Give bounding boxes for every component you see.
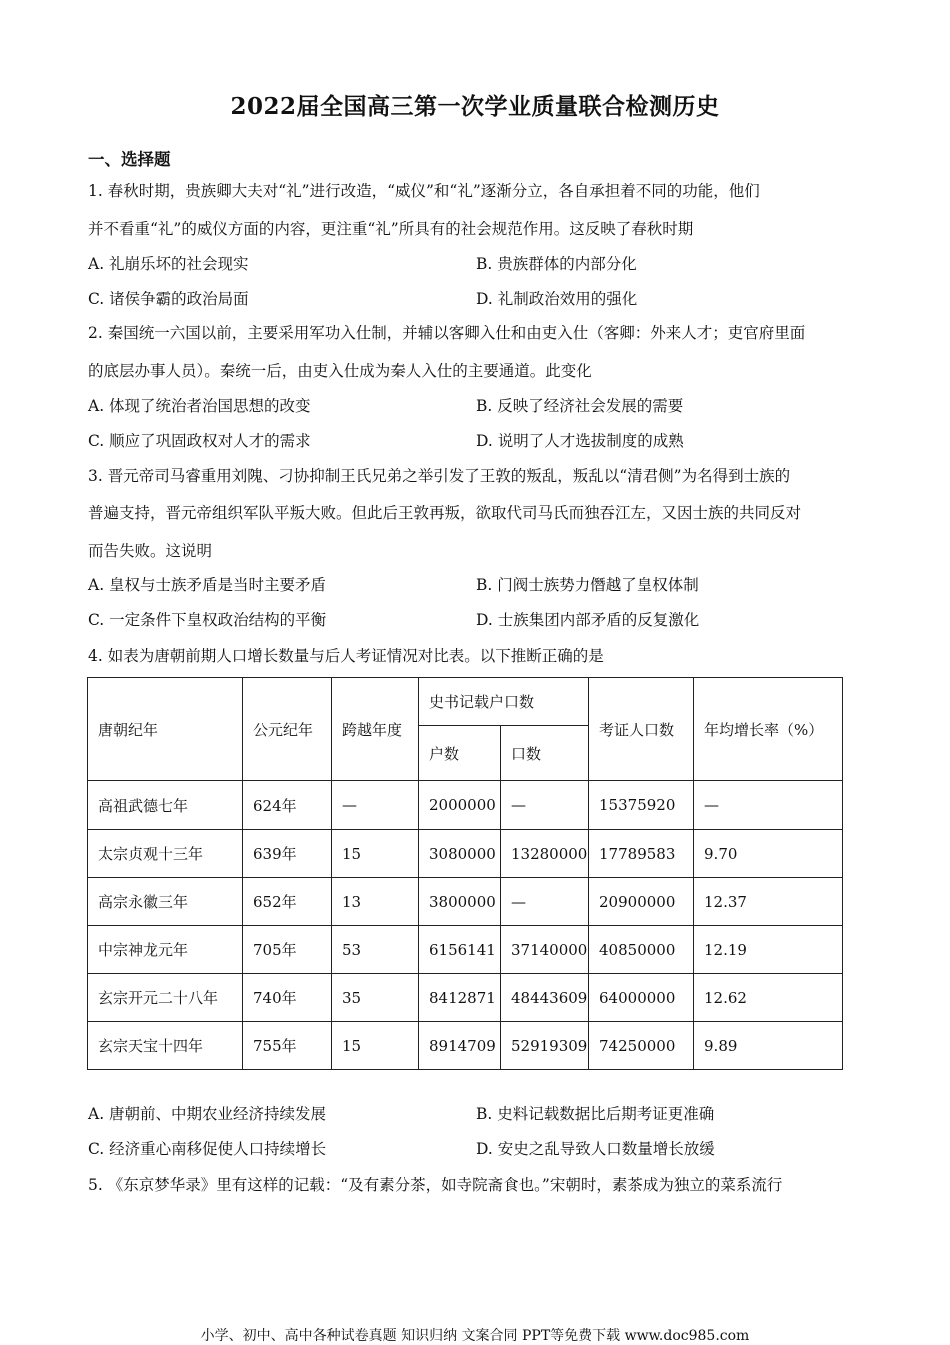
header-records: 史书记载户口数 bbox=[419, 678, 589, 726]
question-4-option-d: D. 安史之乱导致人口数量增长放缓 bbox=[476, 1140, 715, 1158]
header-persons: 口数 bbox=[501, 726, 589, 781]
table-cell: 755年 bbox=[243, 1022, 332, 1070]
header-rate: 年均增长率（%） bbox=[694, 678, 843, 781]
question-3-option-b: B. 门阀士族势力僭越了皇权体制 bbox=[476, 576, 699, 594]
question-5-line-1: 5. 《东京梦华录》里有这样的记载：“及有素分茶，如寺院斋食也。”宋朝时，素茶成为独立的菜系流行 bbox=[88, 1176, 783, 1194]
table-cell: 17789583 bbox=[589, 830, 694, 878]
question-3-line-1: 3. 晋元帝司马睿重用刘隗、刁协抑制王氏兄弟之举引发了王敦的叛乱，叛乱以“清君侧”为名得到士族的 bbox=[88, 467, 791, 485]
question-2-option-c: C. 顺应了巩固政权对人才的需求 bbox=[88, 432, 311, 450]
question-2-option-b: B. 反映了经济社会发展的需要 bbox=[476, 397, 684, 415]
table-row bbox=[88, 781, 843, 830]
table-cell: 652年 bbox=[243, 878, 332, 926]
question-2-line-1: 2. 秦国统一六国以前，主要采用军功入仕制，并辅以客卿入仕和由吏入仕（客卿：外来人才；吏官府里面 bbox=[88, 324, 806, 342]
table-header-row bbox=[88, 678, 843, 726]
table-cell: 740年 bbox=[243, 974, 332, 1022]
question-1-option-b: B. 贵族群体的内部分化 bbox=[476, 255, 637, 273]
table-cell: 48443609 bbox=[501, 974, 589, 1022]
table-cell: 9.89 bbox=[694, 1022, 843, 1070]
page-title: 2022届全国高三第一次学业质量联合检测历史 bbox=[230, 93, 720, 120]
table-cell: 37140000 bbox=[501, 926, 589, 974]
question-3-line-3: 而告失败。这说明 bbox=[88, 542, 213, 560]
question-4-line-1: 4. 如表为唐朝前期人口增长数量与后人考证情况对比表。以下推断正确的是 bbox=[88, 647, 604, 665]
table-cell: — bbox=[332, 781, 419, 830]
table-cell: 13280000 bbox=[501, 830, 589, 878]
question-2-option-a: A. 体现了统治者治国思想的改变 bbox=[88, 397, 311, 415]
question-1-line-2: 并不看重“礼”的威仪方面的内容，更注重“礼”所具有的社会规范作用。这反映了春秋时期 bbox=[88, 220, 694, 238]
table-row bbox=[88, 830, 843, 878]
table-cell: 20900000 bbox=[589, 878, 694, 926]
question-3-line-2: 普遍支持，晋元帝组织军队平叛大败。但此后王敦再叛，欲取代司马氏而独吞江左，又因士族的共同反对 bbox=[88, 504, 802, 522]
table-cell: 8914709 bbox=[419, 1022, 501, 1070]
table-cell: 15 bbox=[332, 1022, 419, 1070]
table-cell: 74250000 bbox=[589, 1022, 694, 1070]
table-row bbox=[88, 878, 843, 926]
table-row bbox=[88, 974, 843, 1022]
table-cell: 639年 bbox=[243, 830, 332, 878]
question-1-line-1: 1. 春秋时期，贵族卿大夫对“礼”进行改造，“威仪”和“礼”逐渐分立，各自承担着不同的功能，他们 bbox=[88, 182, 760, 200]
table-cell: 64000000 bbox=[589, 974, 694, 1022]
table-cell: 12.37 bbox=[694, 878, 843, 926]
table-cell: 玄宗天宝十四年 bbox=[88, 1022, 243, 1070]
table-cell: 玄宗开元二十八年 bbox=[88, 974, 243, 1022]
table-cell: 13 bbox=[332, 878, 419, 926]
question-1-option-a: A. 礼崩乐坏的社会现实 bbox=[88, 255, 249, 273]
table-cell: 中宗神龙元年 bbox=[88, 926, 243, 974]
table-cell: 52919309 bbox=[501, 1022, 589, 1070]
table-cell: 高宗永徽三年 bbox=[88, 878, 243, 926]
table-cell: 624年 bbox=[243, 781, 332, 830]
page-footer: 小学、初中、高中各种试卷真题 知识归纳 文案合同 PPT等免费下载 www.doc985.com bbox=[200, 1328, 750, 1344]
header-verified: 考证人口数 bbox=[589, 678, 694, 781]
table-cell: 35 bbox=[332, 974, 419, 1022]
table-cell: 40850000 bbox=[589, 926, 694, 974]
table-row bbox=[88, 926, 843, 974]
question-3-option-c: C. 一定条件下皇权政治结构的平衡 bbox=[88, 611, 327, 629]
question-4-option-a: A. 唐朝前、中期农业经济持续发展 bbox=[88, 1105, 327, 1123]
table-cell: 2000000 bbox=[419, 781, 501, 830]
question-2-line-2: 的底层办事人员）。秦统一后，由吏入仕成为秦人入仕的主要通道。此变化 bbox=[88, 362, 592, 380]
table-cell: 6156141 bbox=[419, 926, 501, 974]
header-span: 跨越年度 bbox=[332, 678, 419, 781]
header-households: 户数 bbox=[419, 726, 501, 781]
table-cell: 705年 bbox=[243, 926, 332, 974]
table-cell: 15 bbox=[332, 830, 419, 878]
table-row bbox=[88, 1022, 843, 1070]
table-cell: 太宗贞观十三年 bbox=[88, 830, 243, 878]
table-cell: 高祖武德七年 bbox=[88, 781, 243, 830]
table-cell: 3800000 bbox=[419, 878, 501, 926]
table-cell: — bbox=[694, 781, 843, 830]
header-era: 唐朝纪年 bbox=[88, 678, 243, 781]
question-1-option-c: C. 诸侯争霸的政治局面 bbox=[88, 290, 249, 308]
header-ad: 公元纪年 bbox=[243, 678, 332, 781]
table-cell: 15375920 bbox=[589, 781, 694, 830]
table-cell: 12.62 bbox=[694, 974, 843, 1022]
table-cell: — bbox=[501, 781, 589, 830]
question-4-option-b: B. 史料记载数据比后期考证更准确 bbox=[476, 1105, 715, 1123]
table-cell: 8412871 bbox=[419, 974, 501, 1022]
population-table bbox=[87, 677, 843, 1070]
table-cell: 53 bbox=[332, 926, 419, 974]
question-1-option-d: D. 礼制政治效用的强化 bbox=[476, 290, 638, 308]
question-3-option-d: D. 士族集团内部矛盾的反复激化 bbox=[476, 611, 700, 629]
question-3-option-a: A. 皇权与士族矛盾是当时主要矛盾 bbox=[88, 576, 327, 594]
table-cell: 3080000 bbox=[419, 830, 501, 878]
table-cell: 12.19 bbox=[694, 926, 843, 974]
question-4-option-c: C. 经济重心南移促使人口持续增长 bbox=[88, 1140, 327, 1158]
section-heading: 一、选择题 bbox=[88, 150, 171, 169]
table-cell: 9.70 bbox=[694, 830, 843, 878]
question-2-option-d: D. 说明了人才选拔制度的成熟 bbox=[476, 432, 684, 450]
table-cell: — bbox=[501, 878, 589, 926]
